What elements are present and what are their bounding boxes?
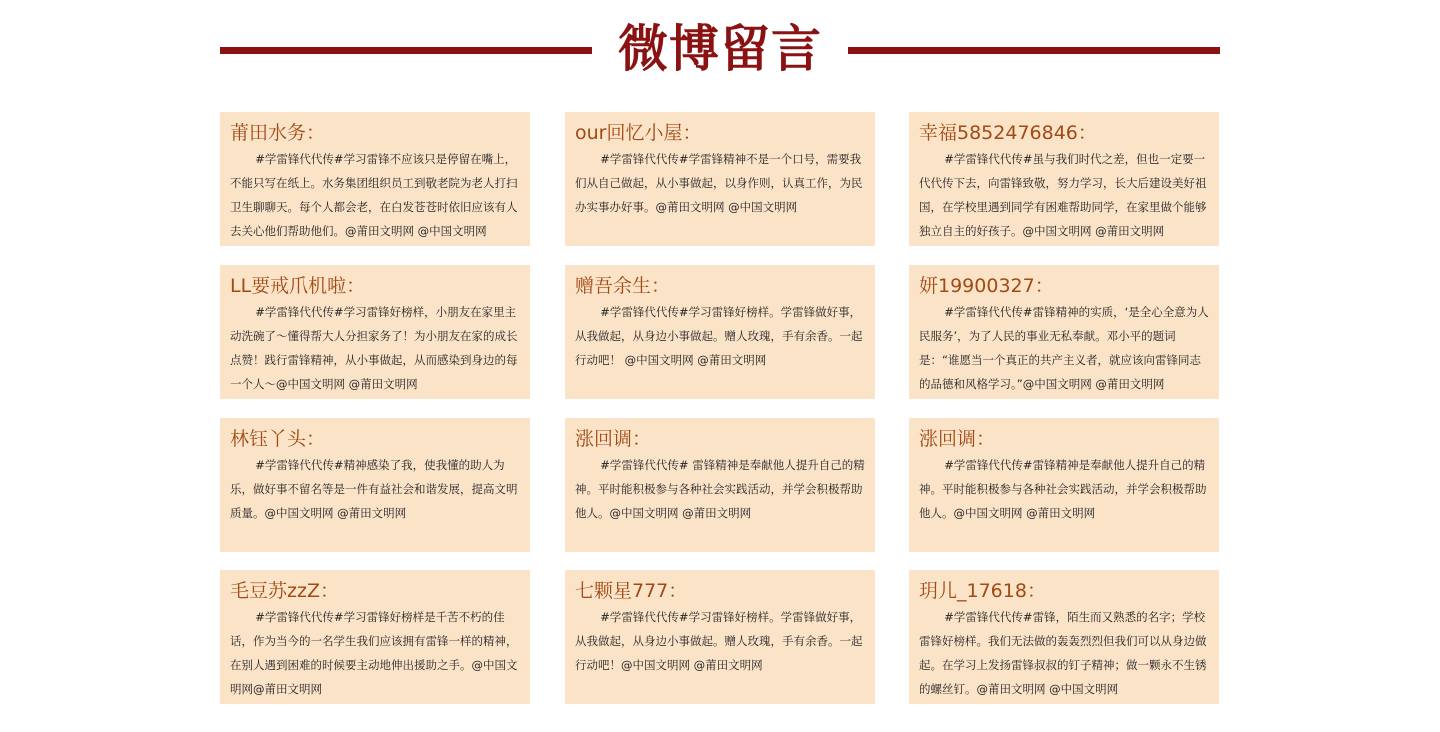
comment-card bbox=[909, 265, 1219, 399]
comment-text: #学雷锋代代传#学习雷锋好榜样。学雷锋做好事，从我做起，从身边小事做起。赠人玫瑰，手有余香。一起行动吧！@中国文明网 @莆田文明网 bbox=[575, 610, 863, 672]
comment-author: 妍19900327： bbox=[919, 275, 1054, 297]
comment-author: 毛豆苏zzZ： bbox=[230, 580, 339, 602]
header-right-rule bbox=[848, 47, 1220, 54]
comment-text: #学雷锋代代传#精神感染了我，使我懂的助人为乐，做好事不留名等是一件有益社会和谐发展，提高文明质量。@中国文明网 @莆田文明网 bbox=[230, 458, 518, 520]
header-left-rule bbox=[220, 47, 592, 54]
section-header bbox=[220, 14, 1220, 86]
comment-text: #学雷锋代代传#学习雷锋好榜样，小朋友在家里主动洗碗了～懂得帮大人分担家务了！为小朋友在家的成长点赞！践行雷锋精神，从小事做起，从而感染到身边的每一个人～@中国文明网 @莆田文明网 bbox=[230, 305, 518, 391]
comment-author: 幸福5852476846： bbox=[919, 122, 1097, 144]
comment-card bbox=[565, 570, 875, 704]
comment-card bbox=[565, 418, 875, 552]
comment-card bbox=[220, 265, 530, 399]
comment-author: 七颗星777： bbox=[575, 580, 688, 602]
comment-author: 涨回调： bbox=[575, 428, 652, 450]
comment-card bbox=[220, 570, 530, 704]
comment-card bbox=[909, 112, 1219, 246]
comment-text: #学雷锋代代传#学习雷锋好榜样是千苦不朽的佳话，作为当今的一名学生我们应该拥有雷锋一样的精神，在别人遇到困难的时候要主动地伸出援助之手。@中国文明网@莆田文明网 bbox=[230, 610, 518, 696]
comment-author: our回忆小屋： bbox=[575, 122, 702, 144]
comment-author: 玥儿_17618： bbox=[919, 580, 1046, 602]
comment-card bbox=[909, 570, 1219, 704]
section-title: 微博留言 bbox=[618, 20, 822, 78]
comment-card bbox=[909, 418, 1219, 552]
comment-author: 林钰丫头： bbox=[230, 428, 326, 450]
comment-text: #学雷锋代代传#学习雷锋好榜样。学雷锋做好事，从我做起，从身边小事做起。赠人玫瑰，手有余香。一起行动吧！ @中国文明网 @莆田文明网 bbox=[575, 305, 863, 367]
comment-card bbox=[220, 112, 530, 246]
comment-text: #学雷锋代代传#雷锋精神是奉献他人提升自己的精神。平时能积极参与各种社会实践活动，并学会积极帮助他人。@中国文明网 @莆田文明网 bbox=[919, 458, 1207, 520]
comment-text: #学雷锋代代传#虽与我们时代之差，但也一定要一代代传下去，向雷锋致敬，努力学习，长大后建设美好祖国，在学校里遇到同学有困难帮助同学，在家里做个能够独立自主的好孩子。@中国文明网 @莆田文明网 bbox=[919, 152, 1207, 238]
comment-text: #学雷锋代代传#雷锋精神的实质，‘是全心全意为人民服务’，为了人民的事业无私奉献。邓小平的题词是：“谁愿当一个真正的共产主义者，就应该向雷锋同志的品德和风格学习。”@中国文明网 @莆田文明网 bbox=[919, 305, 1209, 391]
comment-text: #学雷锋代代传# 雷锋精神是奉献他人提升自己的精神。平时能积极参与各种社会实践活动，并学会积极帮助他人。@中国文明网 @莆田文明网 bbox=[575, 458, 865, 520]
comment-author: 莆田水务： bbox=[230, 122, 326, 144]
comment-text: #学雷锋代代传#学雷锋精神不是一个口号，需要我们从自己做起，从小事做起，以身作则，认真工作，为民办实事办好事。@莆田文明网 @中国文明网 bbox=[575, 152, 863, 214]
comment-author: LL要戒爪机啦： bbox=[230, 275, 366, 297]
comment-author: 涨回调： bbox=[919, 428, 996, 450]
comment-text: #学雷锋代代传#学习雷锋不应该只是停留在嘴上，不能只写在纸上。水务集团组织员工到敬老院为老人打扫卫生聊聊天。每个人都会老，在白发苍苍时依旧应该有人去关心他们帮助他们。@莆田文明网 @中国文明网 bbox=[230, 152, 518, 238]
comment-card bbox=[565, 112, 875, 246]
comment-card bbox=[220, 418, 530, 552]
comment-card bbox=[565, 265, 875, 399]
comment-author: 赠吾余生： bbox=[575, 275, 671, 297]
comment-text: #学雷锋代代传#雷锋，陌生而又熟悉的名字；学校雷锋好榜样。我们无法做的轰轰烈烈但我们可以从身边做起。在学习上发扬雷锋叔叔的钉子精神；做一颗永不生锈的螺丝钉。@莆田文明网 @中国文明网 bbox=[919, 610, 1207, 696]
